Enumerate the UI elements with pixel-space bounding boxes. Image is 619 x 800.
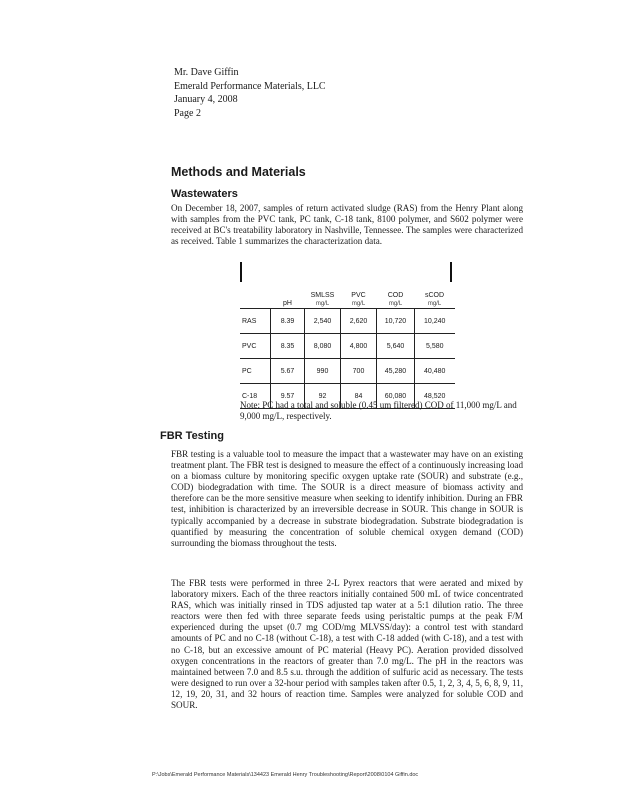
table-cell: 60,080	[377, 384, 415, 409]
table-cell: 5,640	[377, 334, 415, 359]
table-cell: 4,800	[341, 334, 377, 359]
table-header-cell: COD mg/L	[387, 292, 404, 307]
table-cell: 10,720	[377, 309, 415, 334]
table-cell: 40,480	[415, 359, 455, 384]
table-cell: 8.39	[271, 309, 305, 334]
table-cell: 48,520	[415, 384, 455, 409]
table-header-cell	[240, 284, 271, 309]
section-title: Methods and Materials	[171, 165, 306, 179]
page-number: Page 2	[174, 107, 201, 119]
letter-date: January 4, 2008	[174, 94, 238, 105]
row-label: PVC	[240, 334, 271, 359]
table-cell: 8,080	[305, 334, 341, 359]
row-label: RAS	[240, 309, 271, 334]
table-cell: 700	[341, 359, 377, 384]
fbr-paragraph-1: FBR testing is a valuable tool to measure the impact that a wastewater may have on an existing treatment plant. The FBR test is designed to measure the effect of a continuously increasing load on a biomass culture by monitoring specific oxygen uptake rate (SOUR) and substrate (e.g., COD) biodegradation with time. The SOUR is a direct measure of biomass activity and therefore can be the more sensitive measure when seeking to identify inhibition. During an FBR test, inhibition is characterized by an irreversible decrease in SOUR. This change in SOUR is typically accompanied by a decrease in substrate biodegradation. Substrate biodegradation is quantified by measuring the concentration of soluble chemical oxygen demand (COD) surrounding the biomass throughout the tests.	[171, 449, 523, 548]
table-cell: 5,580	[415, 334, 455, 359]
table-header-cell: sCOD mg/L	[424, 292, 445, 307]
table-header-cell: pH	[283, 300, 292, 307]
table-header-row	[240, 284, 455, 309]
table-cell: 2,620	[341, 309, 377, 334]
fbr-paragraph-2: The FBR tests were performed in three 2-L Pyrex reactors that were aerated and mixed by laboratory mixers. Each of the three reactors initially contained 500 mL of twice concentrated RAS, which was initially rinsed in TDS adjusted tap water at a 5:1 dilution ratio. The three reactors were then fed with three separate feeds using peristaltic pumps at the peak F/M experienced during the upset (0.7 mg COD/mg MLVSS/day): a control test with standard amounts of PC and no C-18 (without C-18), a test with C-18 added (with C-18), and a test with no C-18, but an excessive amount of PC material (Heavy PC). Aeration provided dissolved oxygen concentrations in the reactors of greater than 7.0 mg/L. The pH in the reactors was maintained between 7.0 and 8.5 s.u. through the addition of sulfuric acid as necessary. The tests were designed to run over a 32-hour period with samples taken after 0.5, 1, 2, 3, 4, 5, 6, 8, 9, 11, 12, 19, 20, 31, and 32 hours of reaction time. Samples were analyzed for soluble COD and SOUR.	[171, 578, 523, 711]
recipient-name: Mr. Dave Giffin	[174, 67, 239, 78]
table-row	[240, 334, 455, 359]
file-path-footer: P:\Jobs\Emerald Performance Materials\134423 Emerald Henry Troubleshooting\Report\2008\0104 Giffin.doc	[152, 772, 419, 778]
table-cell: 8.35	[271, 334, 305, 359]
table-cell: 84	[341, 384, 377, 409]
characterization-table	[240, 284, 455, 409]
table-row	[240, 309, 455, 334]
table-note: Note: PC had a total and soluble (0.45 um filtered) COD of 11,000 mg/L and 9,000 mg/L, respectively.	[240, 400, 517, 421]
recipient-company: Emerald Performance Materials, LLC	[174, 80, 326, 92]
wastewaters-heading: Wastewaters	[171, 188, 238, 200]
table-cell: 92	[305, 384, 341, 409]
table-cell: 45,280	[377, 359, 415, 384]
row-label: PC	[240, 359, 271, 384]
table-cell: 9.57	[271, 384, 305, 409]
table-cell: 5.67	[271, 359, 305, 384]
fbr-heading: FBR Testing	[160, 430, 224, 442]
row-label: C-18	[240, 384, 271, 409]
table-left-marker	[240, 262, 242, 282]
table-header-cell: PVC mg/L	[351, 292, 366, 307]
letter-header	[174, 66, 326, 120]
table-row	[240, 359, 455, 384]
table-cell: 10,240	[415, 309, 455, 334]
table-header-cell: SMLSS mg/L	[310, 292, 335, 307]
wastewaters-paragraph: On December 18, 2007, samples of return activated sludge (RAS) from the Henry Plant along with samples from the PVC tank, PC tank, C-18 tank, 8100 polymer, and S602 polymer were received at BC's treatability laboratory in Nashville, Tennessee. The samples were characterized as received. Table 1 summarizes the characterization data.	[171, 203, 523, 247]
table-cell: 2,540	[305, 309, 341, 334]
table-right-marker	[450, 262, 452, 282]
table-cell: 990	[305, 359, 341, 384]
